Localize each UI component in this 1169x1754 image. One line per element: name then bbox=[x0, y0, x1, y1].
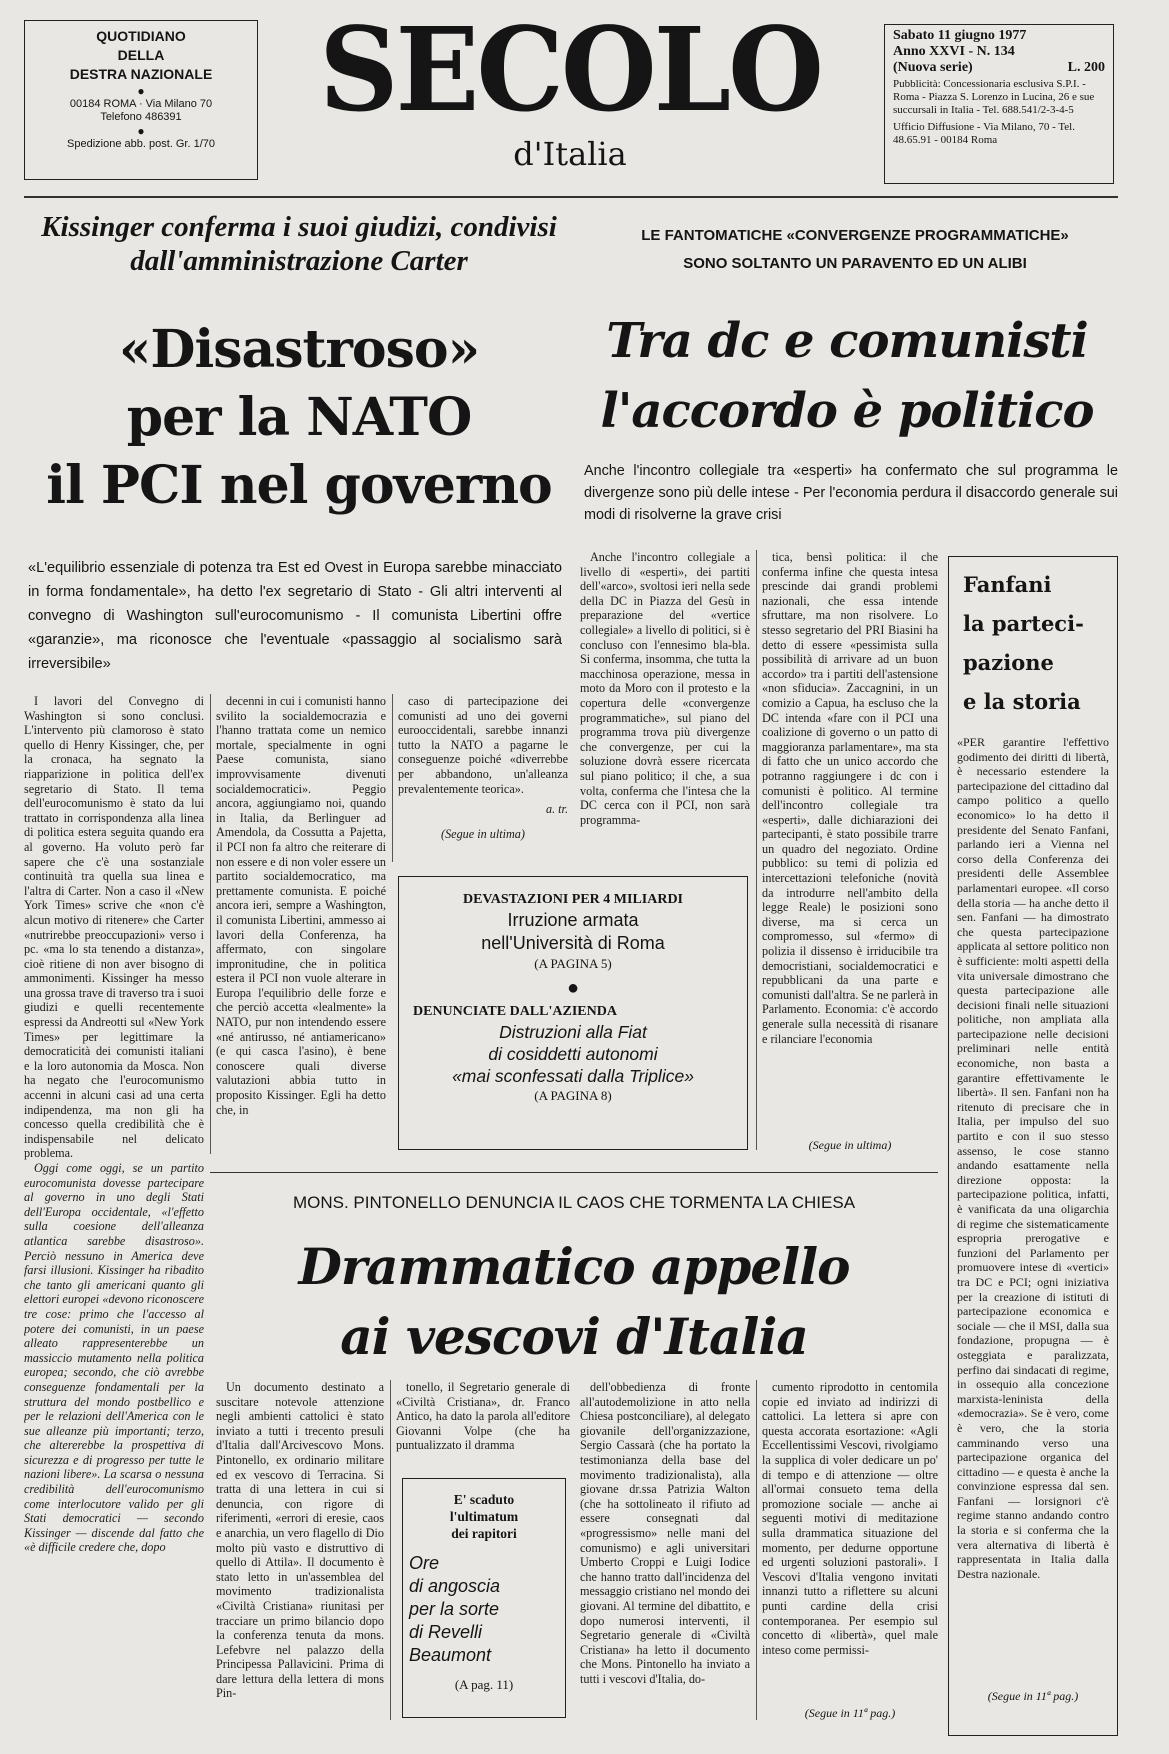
left-article-paragraph: I lavori del Convegno di Washington si sono conclusi. L'intervento più clamoroso è stato quello di Henry Kissinger, che, per la cronaca, ha segnato la riapparizione in politica dell'ex segretario di Stato. Il tema dell'eurocomunismo è stato da lui trattato in corrispondenza alla linea di politica estera seguita quando era al governo. Ha voluto però far sapere che c'è una sostanziale continuità tra quella sua linea e l'altra di Carter. Non a caso il «New York Times» scrive che «non c'è alcun motivo di ritenere» che Carter «nutrirebbe preoccupazioni» verso i pc. «ma lo sta tenendo a distanza», cioè ritiene di non aver bisogno di ammonimenti. Kissinger ha messo una grossa trave di traverso tra i suoi giudizi e quelli recentemente espressi da Andreotti sul «New York Times» per legittimare la democraticità dei comunisti italiani e la loro autonomia da Mosca. Non ha negato che l'eurocomunismo accenni in alcuni casi ad una certa indipendenza, ma non gli ha concesso quella credibilità che è indispensabile nel delicato problema. bbox=[24, 694, 204, 1161]
kidnapping-kicker-2: l'ultimatum bbox=[449, 1509, 519, 1524]
kidnapping-headline-line-5: Beaumont bbox=[409, 1645, 492, 1665]
left-article-paragraph: caso di partecipazione dei comunisti ad uno dei governi eurooccidentali, sarebbe innanzi tutto la NATO a pagarne le conseguenze poiché «diverrebbe per abbandono, un'alleanza prevalentemente teorica». bbox=[398, 694, 568, 796]
right-article-paragraph: Anche l'incontro collegiale a livello di «esperti», dei partiti dell'«arco», svoltosi ieri nella sede della DC in Piazza del Gesù in preparazione del «vertice collegiale» a livello di politici, si è concluso con l'ennesimo bla-bla. Si conferma, insomma, che tutta la macchinosa operazione, messa in moto da Moro con il protesto e la copertura delle «convergenze programmatiche», sul piano del programma trova più divergenze che convergenze, per cui la soluzione dovrà essere ricercata sul piano politico; il che, a sua volta, conferma che l'intesa che la DC cerca con il PCI, non sarà programma- bbox=[580, 550, 750, 827]
column-rule bbox=[756, 1380, 757, 1720]
issue-price: L. 200 bbox=[1067, 60, 1105, 75]
bottom-article-paragraph: Un documento destinato a suscitare notevole attenzione negli ambienti cattolici è stato inviato a tutti i trecento presuli d'Italia dall'Arcivescovo Mons. Pintonello, ex ordinario militare ed ex vescovo di Terracina. Si tratta di una lettera in cui si denuncia, con rigore di riferimenti, «errori di eresie, caos e anarchia, un vero flagello di Dio molto più vasto e distruttivo di quello di Attila». Il documento è stato letto in un'assemblea del movimento tradizionalista «Civiltà Cristiana» riunitasi per tracciare un primo bilancio dopo la conferenza tenuta da mons. Lefebvre nel palazzo della Principessa Pallavicini. Prima di dare lettura della lettera di mons Pin- bbox=[216, 1380, 384, 1701]
bottom-article-kicker: MONS. PINTONELLO DENUNCIA IL CAOS CHE TORMENTA LA CHIESA bbox=[292, 1193, 856, 1212]
section-divider bbox=[210, 1172, 938, 1173]
right-headline-line-2: l'accordo è politico bbox=[600, 383, 1094, 439]
inset-kicker-2: DENUNCIATE DALL'AZIENDA bbox=[413, 1004, 617, 1019]
masthead-left-box bbox=[24, 20, 258, 180]
bottom-article-paragraph: cumento riprodotto in centomila copie ed inviato ad indirizzi di cattolici. La lettera si apre con questa accorata esortazione: «Agli Eccellentissimi Vescovi, rivolgiamo la supplica di voler dedicare un po' di tempo e di attenzione — oltre all'ormai consueto tema della promozione sociale — anche ai seguenti motivi di meditazione sulla drammatica situazione del momento, per dedurne opportune ed urgenti soluzioni pastorali». I Vescovi d'Italia vengono invitati innanzi tutto a riflettere su alcuni punti cardine della crisi contemporanea. Per esempio sul concetto di «libertà», quel male inteso come permissi- bbox=[762, 1380, 938, 1657]
left-headline-line-2: per la NATO bbox=[126, 387, 472, 448]
left-headline-line-3: il PCI nel governo bbox=[46, 455, 552, 516]
bottom-article-column-3 bbox=[580, 1380, 750, 1720]
masthead-phone: Telefono 486391 bbox=[100, 111, 182, 123]
fanfani-headline-line-2: la parteci- bbox=[963, 611, 1084, 636]
bottom-headline-line-2: ai vescovi d'Italia bbox=[340, 1307, 808, 1366]
newspaper-subtitle: d'Italia bbox=[513, 135, 627, 173]
kidnapping-headline bbox=[403, 1552, 565, 1667]
right-article-column-2 bbox=[762, 550, 938, 1130]
masthead-line-3: DESTRA NAZIONALE bbox=[69, 66, 213, 82]
column-rule bbox=[210, 694, 211, 1154]
inset-news-box bbox=[398, 876, 748, 1150]
fanfani-box bbox=[948, 556, 1118, 1736]
left-article-column-1 bbox=[24, 694, 204, 1718]
kidnapping-headline-line-3: per la sorte bbox=[409, 1599, 500, 1619]
left-article-signature: a. tr. bbox=[545, 802, 568, 817]
bottom-article-headline bbox=[210, 1232, 938, 1372]
kidnapping-kicker-1: E' scaduto bbox=[453, 1492, 515, 1507]
left-article-paragraph: Oggi come oggi, se un partito eurocomunista dovesse partecipare al governo in uno degli Stati dell'Europa occidentale, «l'effetto sulla coesione dell'alleanza atlantica sarebbe disastroso». Perciò nessuno in America deve farsi illusioni. Kissinger ha ribadito che tanto gli americani quanto gli elettori europei «devono riconoscere tre cose: primo che l'accesso al potere dei comunisti, in un paese alleato rappresenterebbe un massiccio mutamento nella politica europea; secondo, che ciò avrebbe conseguenze fondamentali per la struttura del mondo postbellico e per le relazioni dell'America con le sue alleanze più importanti; terzo, che altererebbe la prospettiva di sicurezza e di progresso per tutte le nazioni libere». La scarsa o nessuna credibilità dell'eurocomunismo come interlocutore valido per gli Stati democratici — secondo Kissinger — discende dal fatto che «è difficile credere che, dopo bbox=[24, 1161, 204, 1555]
masthead-divider bbox=[24, 196, 1118, 198]
right-article-continued: (Segue in ultima) bbox=[808, 1138, 892, 1152]
bullet-icon: ● bbox=[566, 977, 580, 999]
fanfani-headline-line-3: pazione bbox=[963, 650, 1054, 675]
right-kicker-line-1: LE FANTOMATICHE «CONVERGENZE PROGRAMMATICHE» bbox=[641, 227, 1069, 244]
right-article-paragraph: tica, bensì politica: il che conferma infine che questa intesa prescinde dai grandi problemi nazionali, che essa intende sfruttare, ma non risolvere. Lo stesso segretario del PRI Biasini ha detto di essere «pessimista sulla possibilità di arrivare ad un buon accordo» tra i partiti dell'astensione «non sfiducia». Zaccagnini, in un comizio a Capua, ha escluso che la DC intenda «fare con il PCI una coalizione di governo o un patto di maggioranza parlamentare», ma sta di fatto che un unico accordo che potranno raggiungere i dc con i comunisti è politico. Al termine dell'incontro collegiale tra «esperti», dalle dichiarazioni dei partecipanti, è stato possibile trarre un quadro del negoziato. Ordine pubblico: su temi di polizia ed intercettazioni telefoniche (novità da introdurre nell'ambito della legge Reale) le posizioni sono diverse, ma si cerca un compromesso, sul «fermo» di polizia il dissenso è irriducibile tra democristiani, socialdemocratici e repubblicani da una parte e comunisti dall'altra. Se ne parlerà in Parlamento. Economia: c'è accordo generale sulla necessità di risanare e rilanciare l'economia bbox=[762, 550, 938, 1046]
right-article-summary: Anche l'incontro collegiale tra «esperti» ha confermato che sul programma le divergenze sono più delle intese - Per l'economia perdura il disaccordo generale sui modi di risolverne la grave crisi bbox=[584, 463, 1118, 523]
kidnapping-ref: (A pag. 11) bbox=[454, 1677, 514, 1692]
distribution-info: Ufficio Diffusione - Via Milano, 70 - Tel. 48.65.91 - 00184 Roma bbox=[893, 121, 1075, 146]
masthead-line-2: DELLA bbox=[117, 47, 165, 63]
masthead-line-1: QUOTIDIANO bbox=[96, 28, 186, 44]
right-article-kicker bbox=[590, 222, 1120, 278]
kidnapping-box bbox=[402, 1478, 566, 1718]
bottom-article-paragraph: dell'obbedienza di fronte all'autodemolizione in atto nella Chiesa postconciliare), al delegato giovanile dell'organizzazione, Sergio Cassarà (che ha portato la testimonianza della base del movimento tradizionalista), alla giovane dr.ssa Patrizia Walton (che ha sottolineato il rifiuto ad essere consegnati dal «progressismo» nelle mani del comunismo) e agli universitari Umberto Croppi e Luigi Iodice che hanno tratto dall'incidenza del messaggio cristiano nel mondo dei giovani. Al termine del dibattito, e dopo numerosi interventi, il Segretario generale di «Civiltà Cristiana» ha letto il documento che Mons. Pintonello ha inviato a tutti i vescovi d'Italia, do- bbox=[580, 1380, 750, 1686]
right-article-headline bbox=[574, 306, 1120, 446]
inset-headline-2c: «mai sconfessati dalla Triplice» bbox=[452, 1066, 694, 1086]
kidnapping-headline-line-4: di Revelli bbox=[409, 1622, 483, 1642]
left-article-continued: (Segue in ultima) bbox=[441, 826, 525, 841]
inset-ref-2: (A PAGINA 8) bbox=[534, 1088, 612, 1103]
column-rule bbox=[392, 694, 393, 862]
left-article-column-2 bbox=[216, 694, 386, 1154]
bullet-icon: ● bbox=[137, 124, 145, 138]
inset-headline-2a: Distruzioni alla Fiat bbox=[499, 1022, 647, 1042]
fanfani-continued: (Segue in 11ª pag.) bbox=[987, 1689, 1079, 1703]
kidnapping-kicker-3: dei rapitori bbox=[451, 1526, 517, 1541]
masthead-postage: Spedizione abb. post. Gr. 1/70 bbox=[67, 138, 215, 150]
issue-number: Anno XXVI - N. 134 bbox=[893, 44, 1015, 59]
left-article-summary: «L'equilibrio essenziale di potenza tra Est ed Ovest in Europa sarebbe minacciato in forma fondamentale», ha detto l'ex segretario di Stato - Gli altri interventi al convegno di Washington sull'eurocomunismo - Il comunista Libertini offre «garanzie», ma riconosce che l'eventuale «passaggio al socialismo sarà irreversibile» bbox=[28, 560, 562, 672]
issue-date: Sabato 11 giugno 1977 bbox=[893, 28, 1027, 43]
inset-ref-1: (A PAGINA 5) bbox=[534, 956, 612, 971]
inset-headline-2b: di cosiddetti autonomi bbox=[488, 1044, 658, 1064]
inset-headline-1a: Irruzione armata bbox=[507, 910, 639, 930]
kidnapping-headline-line-2: di angoscia bbox=[409, 1576, 501, 1596]
bottom-article-column-1 bbox=[216, 1380, 384, 1720]
bottom-article-paragraph: tonello, il Segretario generale di «Civiltà Cristiana», dr. Franco Antico, ha dato la parola all'editore Giovanni Volpe (che ha puntualizzato il dramma bbox=[396, 1380, 570, 1453]
right-article-column-1 bbox=[580, 550, 750, 878]
masthead-right-box bbox=[884, 24, 1114, 184]
inset-kicker-1: DEVASTAZIONI PER 4 MILIARDI bbox=[462, 892, 684, 907]
fanfani-headline-line-4: e la storia bbox=[963, 689, 1081, 714]
left-article-paragraph: decenni in cui i comunisti hanno svilito la socialdemocrazia e l'hanno trattata come un nemico mortale, specialmente in ogni Paese comunista, siano improvvisamente divenuti socialdemocratici». Peggio ancora, aggiungiamo noi, quando in Italia, da Berlinguer ad Amendola, da Cossutta a Pajetta, il PCI non fa altro che reiterare di non essere e di non voler essere un partito socialdemocratico, ma prettamente comunista. E poiché ancora ieri, sempre a Washington, il comunista Libertini, ammesso ai lavori della Conferenza, ha affermato, con singolare impronitudine, che in politica estera il PCI non vuole alterare in Europa l'equilibrio delle forze e che perciò accetta «lealmente» la NATO, pur non intendendo essere «né antirusso, né antiamericano» (e qui casca l'asino), è bene conoscere quali diverse valutazioni abbia tutto in proposito Kissinger. Egli ha detto che, in bbox=[216, 694, 386, 1117]
right-kicker-line-2: SONO SOLTANTO UN PARAVENTO ED UN ALIBI bbox=[683, 255, 1027, 272]
issue-series: (Nuova serie) bbox=[893, 60, 973, 75]
column-rule bbox=[390, 1380, 391, 1720]
inset-headline-1b: nell'Università di Roma bbox=[481, 933, 665, 953]
bottom-article-continued: (Segue in 11ª pag.) bbox=[804, 1706, 896, 1720]
advertising-info: Pubblicità: Concessionaria esclusiva S.P.I. - Roma - Piazza S. Lorenzo in Lucina, 26 e sue succursali in Italia - Tel. 688.541/2-3-4-5 bbox=[893, 78, 1095, 116]
bottom-headline-line-1: Drammatico appello bbox=[298, 1237, 850, 1296]
kidnapping-headline-line-1: Ore bbox=[409, 1553, 440, 1573]
fanfani-headline bbox=[957, 565, 1109, 721]
masthead-address: 00184 ROMA · Via Milano 70 bbox=[69, 98, 213, 110]
newspaper-title: SECOLO bbox=[319, 1, 821, 138]
left-article-headline bbox=[24, 316, 574, 520]
right-headline-line-1: Tra dc e comunisti bbox=[606, 313, 1088, 369]
column-rule bbox=[756, 550, 757, 1150]
left-article-column-3 bbox=[398, 694, 568, 864]
series-price-row bbox=[893, 60, 1105, 76]
left-article-kicker: Kissinger conferma i suoi giudizi, condivisi dall'amministrazione Carter bbox=[41, 211, 557, 277]
left-headline-line-1: «Disastroso» bbox=[118, 319, 480, 380]
fanfani-headline-line-1: Fanfani bbox=[963, 572, 1052, 597]
fanfani-body: «PER garantire l'effettivo godimento dei diritti di libertà, è necessario estendere la partecipazione del cittadino dal campo politico a quello economico» lo ha detto il presidente del Senato Fanfani, parlando ieri a Vienna nel corso della Conferenza dei presidenti delle Assemblee parlamentari europee. «Il corso della storia — ha anche detto il sen. Fanfani — ha dimostrato che questa partecipazione applicata al settore politico non è sufficiente: molti aspetti della vita universale dimostrano che questa partecipazione alle decisioni finali nelle situazioni politiche, non ampliata alla partecipazione nelle decisioni preliminari nelle entità economiche, non basta a garantire effettivamente le libertà». Il sen. Fanfani non ha ritenuto di precisare che in Italia, per impulso del suo partito e con il suo stesso assenso, le cose stanno andando esattamente nella direzione opposta: la partecipazione politica, infatti, è vanificata da una oligarchia di regime che sistematicamente espropria prerogative e funzioni del Parlamento per promuovere intese di «vertici» tra DC e PCI; ogni iniziativa per la creazione di istituti di partecipazione economica e sociale — che il MSI, dalla sua fondazione, propugna — è osteggiata e paralizzata, perfino dai sindacati di regime, in ossequio alla concezione marxista-leninista della «democrazia». Se è vero, come è vero, che la storia camminando verso una partecipazione organica del cittadino — e questa è anche la convinzione espressa dal sen. Fanfani — lorsignori c'è regime stanno andando contro la storia e si conferma che la vera alternativa di libertà è rappresentata in Italia dalla Destra nazionale. bbox=[957, 735, 1109, 1581]
bottom-article-column-4 bbox=[762, 1380, 938, 1702]
bullet-icon: ● bbox=[137, 84, 145, 98]
bottom-article-column-2 bbox=[396, 1380, 570, 1454]
